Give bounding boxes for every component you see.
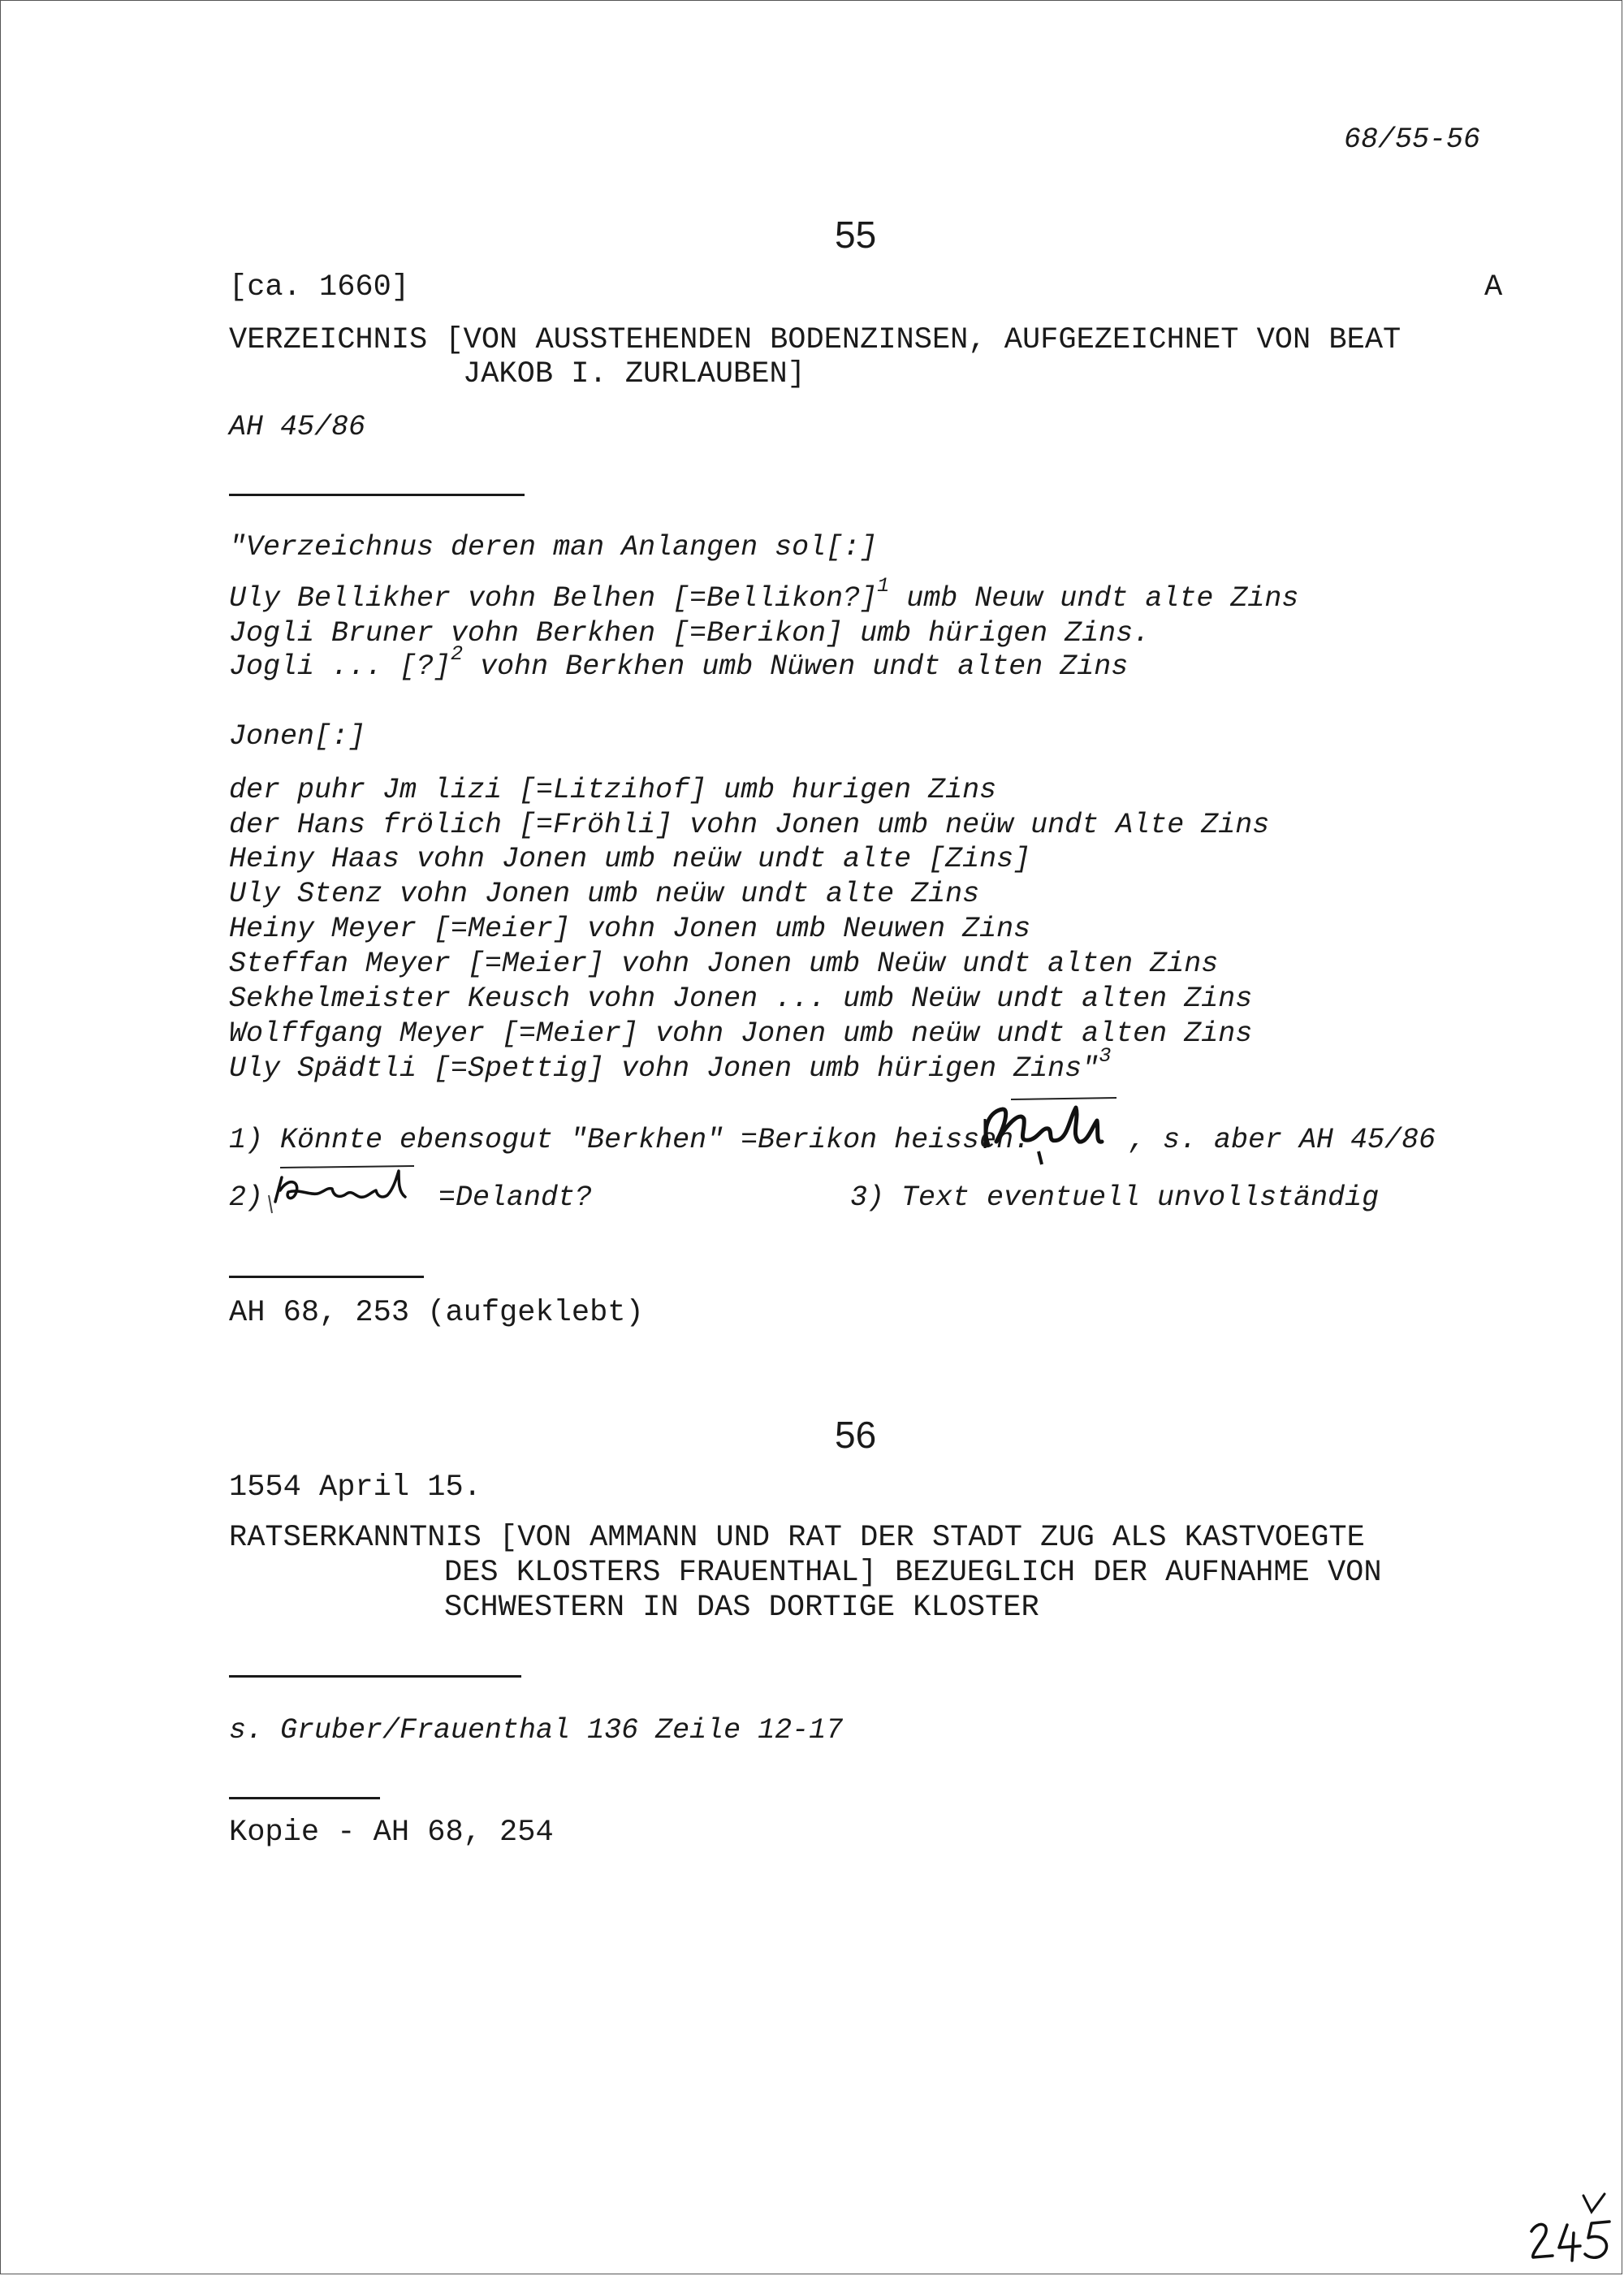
entry-line: Jogli Bruner vohn Berkhen [=Berikon] umb hürigen Zins. bbox=[229, 617, 1151, 650]
entry-text-rest: vohn Berkhen umb Nüwen undt alten Zins bbox=[463, 650, 1129, 683]
handwritten-page-mark bbox=[1527, 2192, 1616, 2265]
source-reference: AH 45/86 bbox=[229, 411, 366, 443]
entry-line bbox=[229, 574, 1299, 615]
copy-reference-56: Kopie - AH 68, 254 bbox=[229, 1816, 554, 1850]
entry-text-rest: umb Neuw undt alte Zins bbox=[889, 582, 1299, 615]
document-number-56: 56 bbox=[835, 1414, 877, 1456]
document-title-line-3: SCHWESTERN IN DAS DORTIGE KLOSTER bbox=[444, 1591, 1039, 1625]
separator-rule bbox=[229, 1675, 521, 1678]
footnote-marker: 1 bbox=[877, 574, 890, 598]
entry-text: Uly Bellikher vohn Belhen [=Bellikon?] bbox=[229, 582, 878, 615]
entry-line: Wolffgang Meyer [=Meier] vohn Jonen umb neüw undt alten Zins bbox=[229, 1017, 1253, 1050]
document-date-55: [ca. 1660] bbox=[229, 270, 410, 304]
copy-reference-55: AH 68, 253 (aufgeklebt) bbox=[229, 1296, 644, 1330]
footnote-2-text: =Delandt? bbox=[438, 1181, 593, 1214]
document-date-56: 1554 April 15. bbox=[229, 1471, 482, 1505]
entry-line bbox=[229, 642, 1129, 683]
document-number-55: 55 bbox=[835, 214, 877, 256]
entry-text: Jogli ... [?] bbox=[229, 650, 451, 683]
jonen-heading: Jonen[:] bbox=[229, 720, 366, 753]
document-title-line-1: RATSERKANNTNIS [VON AMMANN UND RAT DER STADT ZUG ALS KASTVOEGTE bbox=[229, 1521, 1365, 1555]
document-title-line-1: VERZEICHNIS [VON AUSSTEHENDEN BODENZINSEN, AUFGEZEICHNET VON BEAT bbox=[229, 323, 1402, 357]
footnote-1-text: 1) Könnte ebensogut "Berkhen" =Berikon heissen: bbox=[229, 1124, 1031, 1156]
page-reference: 68/55-56 bbox=[1344, 123, 1481, 156]
entry-line bbox=[229, 1044, 1112, 1085]
footnote-1-text-continued: , s. aber AH 45/86 bbox=[1129, 1124, 1436, 1156]
handwritten-word-delandt bbox=[264, 1160, 426, 1216]
document-title-line-2: DES KLOSTERS FRAUENTHAL] BEZUEGLICH DER AUFNAHME VON bbox=[444, 1556, 1382, 1590]
document-title-line-2: JAKOB I. ZURLAUBEN] bbox=[463, 357, 806, 391]
document-letter: A bbox=[1484, 270, 1503, 304]
entry-line: Sekhelmeister Keusch vohn Jonen ... umb Neüw undt alten Zins bbox=[229, 983, 1253, 1015]
entry-line: Heiny Meyer [=Meier] vohn Jonen umb Neuwen Zins bbox=[229, 913, 1031, 945]
entry-line: Uly Stenz vohn Jonen umb neüw undt alte Zins bbox=[229, 878, 980, 910]
separator-rule bbox=[229, 494, 525, 496]
separator-rule bbox=[229, 1797, 380, 1799]
handwritten-word-signature bbox=[978, 1095, 1125, 1168]
footnote-marker: 3 bbox=[1099, 1044, 1112, 1069]
entry-line: der puhr Jm lizi [=Litzihof] umb hurigen Zins bbox=[229, 774, 997, 806]
entry-line: der Hans frölich [=Fröhli] vohn Jonen umb neüw undt Alte Zins bbox=[229, 809, 1270, 841]
footnote-marker: 2 bbox=[451, 642, 464, 667]
quote-heading: "Verzeichnus deren man Anlangen sol[:] bbox=[229, 531, 878, 564]
footnote-3-text: 3) Text eventuell unvollständig bbox=[850, 1181, 1380, 1214]
source-reference-56: s. Gruber/Frauenthal 136 Zeile 12-17 bbox=[229, 1714, 844, 1747]
entry-text: Uly Spädtli [=Spettig] vohn Jonen umb hürigen Zins" bbox=[229, 1052, 1099, 1085]
entry-line: Steffan Meyer [=Meier] vohn Jonen umb Neüw undt alten Zins bbox=[229, 948, 1219, 980]
entry-line: Heiny Haas vohn Jonen umb neüw undt alte [Zins] bbox=[229, 843, 1031, 875]
separator-rule bbox=[229, 1276, 424, 1278]
footnote-2-label: 2) bbox=[229, 1181, 264, 1214]
